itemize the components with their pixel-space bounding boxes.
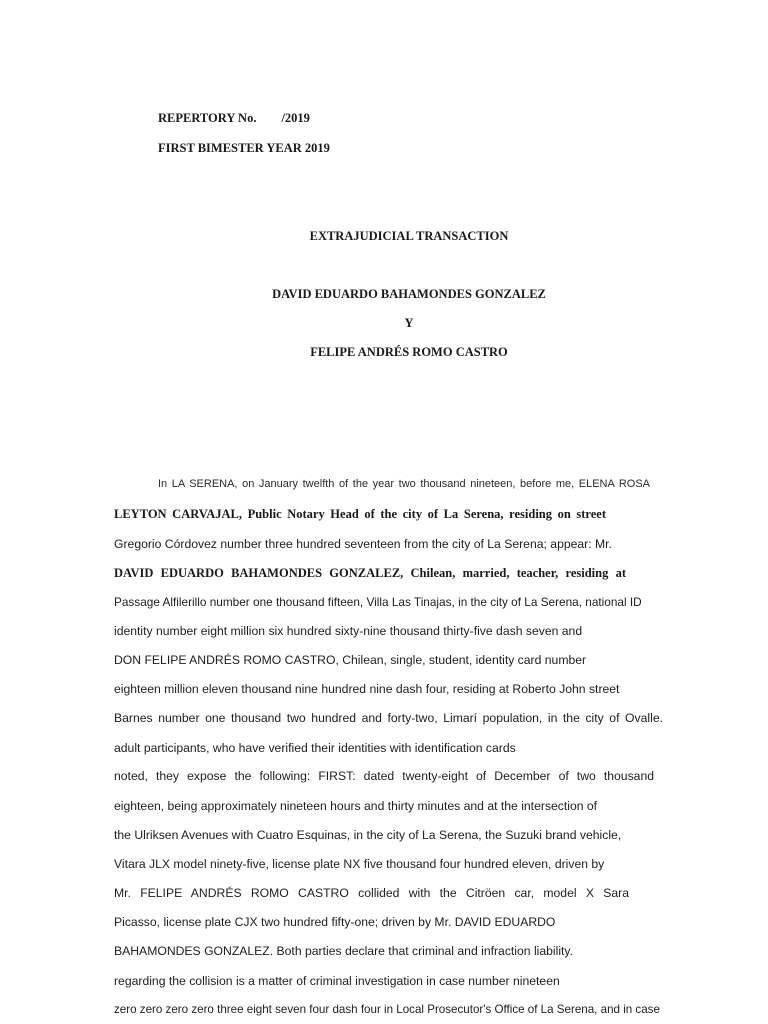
repertory-line <box>158 110 310 126</box>
document-heading: EXTRAJUDICIAL TRANSACTION <box>309 229 509 243</box>
body-line-5: Passage Alfilerillo number one thousand fifteen, Villa Las Tinajas, in the city of La Serena, national ID <box>114 595 642 609</box>
bimester-line: FIRST BIMESTER YEAR 2019 <box>158 141 330 155</box>
body-line-3: Gregorio Córdovez number three hundred seventeen from the city of La Serena; appear: Mr. <box>114 537 612 551</box>
body-line-6: identity number eight million six hundred sixty-nine thousand thirty-five dash seven and <box>114 624 583 638</box>
body-line-9: Barnes number one thousand two hundred and forty-two, Limarí population, in the city of Ovalle. <box>114 711 663 725</box>
party-two-name: FELIPE ANDRÉS ROMO CASTRO <box>310 345 508 359</box>
body-line-11: noted, they expose the following: FIRST: dated twenty-eight of December of two thousand <box>114 769 654 783</box>
body-line-4: DAVID EDUARDO BAHAMONDES GONZALEZ, Chilean, married, teacher, residing at <box>114 566 626 580</box>
body-line-14: Vitara JLX model ninety-five, license plate NX five thousand four hundred eleven, driven by <box>114 857 605 871</box>
body-line-7: DON FELIPE ANDRÉS ROMO CASTRO, Chilean, single, student, identity card number <box>114 653 587 667</box>
body-line-16: Picasso, license plate CJX two hundred fifty-one; driven by Mr. DAVID EDUARDO <box>114 915 556 929</box>
body-line-18: regarding the collision is a matter of criminal investigation in case number nineteen <box>114 974 560 988</box>
body-line-2: LEYTON CARVAJAL, Public Notary Head of the city of La Serena, residing on street <box>114 507 606 521</box>
body-line-17: BAHAMONDES GONZALEZ. Both parties declare that criminal and infraction liability. <box>114 944 574 958</box>
repertory-year: /2019 <box>281 111 310 125</box>
body-line-1: In LA SERENA, on January twelfth of the year two thousand nineteen, before me, ELENA ROSA <box>158 478 650 490</box>
body-line-10: adult participants, who have verified their identities with identification cards <box>114 741 516 755</box>
body-line-19: zero zero zero zero three eight seven four dash four in Local Prosecutor's Office of La Serena, and in case <box>114 1003 660 1016</box>
repertory-label: REPERTORY No. <box>158 111 257 125</box>
body-line-13: the Ulriksen Avenues with Cuatro Esquinas, in the city of La Serena, the Suzuki brand vehicle, <box>114 828 622 842</box>
body-line-8: eighteen million eleven thousand nine hundred nine dash four, residing at Roberto John street <box>114 682 620 696</box>
conjunction: Y <box>404 316 414 330</box>
party-one-name: DAVID EDUARDO BAHAMONDES GONZALEZ <box>272 287 546 301</box>
body-line-15: Mr. FELIPE ANDRÉS ROMO CASTRO collided with the Citröen car, model X Sara <box>114 886 629 900</box>
body-line-12: eighteen, being approximately nineteen hours and thirty minutes and at the intersection of <box>114 799 598 813</box>
